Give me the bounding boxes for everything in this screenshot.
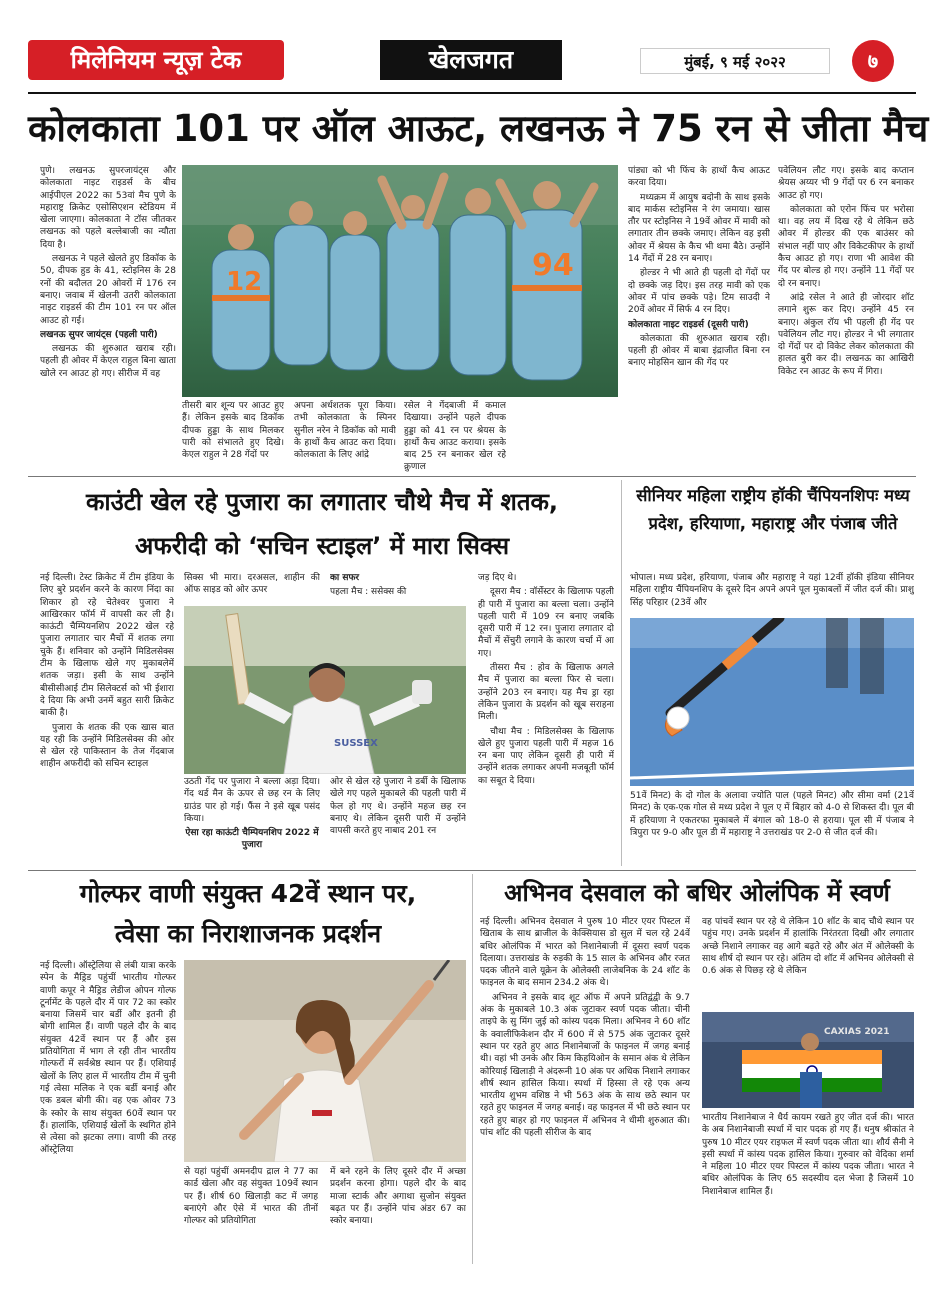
story5-col2-top-text: वह पांचवें स्थान पर रहे थे लेकिन 10 शॉट के बाद चौथे स्थान पर पहुंच गए। उनके प्रदर्शन में हालांकि निरंतरता दिखी और लगातार अच्छे निशाने लगाकर वह आगे बढ़ते रहे और अंत में ओलेक्सी के साथ शीर्ष दो स्थान पर रहे। अंतिम दो शॉट में अभिनव ओलेक्सी से 0.6 अंक से पिछड़ रहे थे लेकिन bbox=[702, 917, 914, 977]
photo-abhinav-with-flag bbox=[702, 1012, 914, 1108]
story2-col3-top bbox=[330, 572, 466, 602]
cricket-jersey-number-12: 12 bbox=[226, 267, 263, 297]
issue-date: मुंबई, ९ मई २०२२ bbox=[640, 48, 830, 74]
story4-col1 bbox=[40, 960, 176, 1260]
story3-top-text: भोपाल। मध्य प्रदेश, हरियाणा, पंजाब और महाराष्ट्र ने यहां 12वीं हॉकी इंडिया सीनियर महिला राष्ट्रीय चैंपियनशिप के दूसरे दिन अपने अपने पूल मुकाबलों में जीत दर्ज की। प्राशु सिंह परिहार (23वें और bbox=[630, 573, 914, 608]
story4-col3 bbox=[330, 1166, 466, 1262]
story1-col5-p1: पांड्या को भी फिंच के हाथों कैच आऊट करवा दिया। bbox=[628, 166, 770, 189]
story2-headline-line1: काउंटी खेल रहे पुजारा का लगातार चौथे मैच में शतक, bbox=[85, 488, 559, 516]
story2-headline-line2: अफरीदी को ‘सचिन स्टाइल’ में मारा सिक्स bbox=[134, 532, 510, 560]
story1-col6-p3: आंद्रे रसेल ने आते ही जोरदार शॉट लगाने शुरू कर दिए। उन्होंने 45 रन बनाए। अंकुल रॉय भी पहली ही गेंद पर पवेलियन लौट गए। होल्डर ने भी लगातार दो गेंदों पर दो विकेट लेकर कोलकाता की हालत बुरी कर दी। लखनऊ का आखिरी विकेट रन आउट के रूप में गिरा। bbox=[778, 292, 914, 377]
story5-col2-bottom-text: भारतीय निशानेबाज ने धैर्य कायम रखते हुए जीत दर्ज की। भारत के अब निशानेबाजी स्पर्धा में चार पदक हो गए हैं। धनुष श्रीकांत ने पुरुष 10 मीटर एयर राइफल में स्वर्ण पदक जीता था। शौर्य सैनी ने इसी स्पर्धा में कांस्य पदक हासिल किया। गुरुवार को वेदिका शर्मा ने महिला 10 मीटर एयर पिस्टल में कांस्य पदक जीता। भारत ने बधिर ओलंपिक के लिए 65 सदस्यीय दल भेजा है जिसमें 10 निशानेबाज शामिल हैं। bbox=[702, 1113, 914, 1197]
story5-col2-bottom bbox=[702, 1112, 914, 1262]
story3-bottom bbox=[630, 790, 914, 868]
photo-hockey-stick-ball bbox=[630, 618, 914, 786]
story2-col4-p1: जड़ दिए थे। bbox=[478, 573, 517, 583]
story1-headline: कोलकाता 101 पर ऑल आऊट, लखनऊ ने 75 रन से जीता मैच bbox=[28, 107, 929, 150]
story2-col3-subhead: का सफर bbox=[330, 573, 360, 583]
photo-lucknow-team-celebration bbox=[182, 165, 618, 397]
column-divider-2 bbox=[472, 874, 473, 1264]
story4-headline-line1: गोल्फर वाणी संयुक्त 42वें स्थान पर, bbox=[79, 879, 417, 908]
story1-col2-text: तीसरी बार शून्य पर आउट हुए हैं। लेकिन इसके बाद डिकॉक दीपक हुड्डा के साथ मिलकर पारी को संभालते हुए दिखे। केएल राहुल ने 28 गेंदों पर bbox=[182, 401, 284, 461]
story5-col1 bbox=[480, 916, 690, 1262]
photo-pujara-celebration bbox=[184, 606, 466, 774]
story2-col4-p4: चौथा मैच : मिडिलसेक्स के खिलाफ खेले हुए पुजारा पहली पारी में महज 16 रन बना पाए लेकिन दूसरी ही पारी में उन्होंने शतक लगाकर अपनी मजबूती फॉर्म का सबूत दे दिया। bbox=[478, 726, 614, 786]
story2-col2-top bbox=[184, 572, 320, 602]
brand-banner: मिलेनियम न्यूज़ टेक bbox=[28, 40, 284, 80]
cricket-jersey-number-94: 94 bbox=[532, 248, 574, 283]
story3-top bbox=[630, 572, 914, 614]
story2-col4-p3: तीसरा मैच : होव के खिलाफ अगले मैच में पुजारा का बल्ला फिर से चला। उन्होंने 203 रन बनाए। यह मैच ड्रा रहा लेकिन पुजारा के प्रदर्शन को खूब सराहना मिली। bbox=[478, 663, 614, 723]
story2-col1 bbox=[40, 572, 174, 866]
story2-col1-p2: पुजारा के शतक की एक खास बात यह रही कि उन्होंने मिडिलसेक्स की ओर से खेल रहे पाकिस्तान के तेज गेंदबाज शाहीन अफरीदी को सचिन स्टाइल bbox=[40, 722, 174, 770]
story4-col1-text: नई दिल्ली। ऑस्ट्रेलिया से लंबी यात्रा करके स्पेन के मैड्रिड पहुंचीं भारतीय गोल्फर वाणी कपूर ने मैड्रिड लेडीज ओपन गोल्फ टूर्नामेंट के पहले दौर में पार 72 का स्कोर बनाया जिसमें चार बर्डी और इतनी ही बोगी शामिल हैं। वाणी पहले दौर के बाद संयुक्त 42वें स्थान पर हैं और इस प्रतियोगिता में भाग ले रही तीन भारतीय गोल्फरों में सर्वश्रेष्ठ स्थान पर हैं। एशियाई खेलों के लिए हाल में भारतीय टीम में चुनी गई त्वेसा मलिक ने एक बर्डी बनाई और एक डबल बोगी की। वह एक ओवर 73 के स्कोर के साथ संयुक्त 60वें स्थान पर हैं। हालांकि, एशियाई खेलों के स्थगित होने से त्वेसा को झटका लगा। वाणी की तरह ऑस्ट्रेलिया bbox=[40, 961, 176, 1156]
story1-col1-p3: लखनऊ की शुरुआत खराब रही। पहली ही ओवर में केएल राहुल बिना खाता खोले रन आउट हो गए। सीरीज में वह bbox=[40, 344, 176, 379]
story5-col2-top bbox=[702, 916, 914, 1008]
story1-col4 bbox=[404, 400, 506, 472]
story1-col6-p2: कोलकाता को एरोन फिंच पर भरोसा था। वह लय में दिख रहे थे लेकिन छठे ओवर में होल्डर की एक बाउंसर को संभाल नहीं पाए और विकेटकीपर के हाथों कैच आउट हो गए। राणा भी आवेश की गेंद पर बोल्ड हो गए। उन्होंने 11 गेंदों पर दो रन बनाए। bbox=[778, 204, 914, 289]
story1-col1 bbox=[40, 165, 176, 473]
story4-headline-line2: त्वेसा का निराशाजनक प्रदर्शन bbox=[114, 919, 382, 948]
story2-col2-bottom bbox=[184, 776, 320, 866]
story1-col1-p2: लखनऊ ने पहले खेलते हुए डिकॉक के 50, दीपक हुड के 41, स्टोइनिस के 28 रनों की बदौलत 20 ओवरों में 176 रन बनाए। जवाब में खेलनी उतरी कोलकाता नाइट राइडर्स की टीम 101 रन पर ऑल आउट हो गई। bbox=[40, 254, 176, 326]
caxias-2021-logo: CAXIAS 2021 bbox=[824, 1027, 890, 1037]
story1-col4-text: रसेल ने गेंदबाजी में कमाल दिखाया। उन्होंने पहले दीपक हुड्डा को 41 रन पर श्रेयस के हाथों कैच आउट कराया। इसके बाद 25 रन बनाकर खेल रहे क्रुणाल bbox=[404, 401, 506, 472]
story2-col1-p1: नई दिल्ली। टेस्ट क्रिकेट में टीम इंडिया के लिए बुरे प्रदर्शन करने के कारण निंदा का शिकार हो रहे चेतेश्वर पुजारा ने आखिरकार फॉर्म में वापसी कर ली है। काऊंटी चैम्पियनशिप 2022 खेल रहे पुजारा लगातार चार मैचों में शतक लगा चुके हैं। शनिवार को उन्होंने मिडिलसेक्स टीम के खिलाफ खेले गए मुकाबलेमें शतक जड़ा। इसी के साथ उन्होंने बीसीसीआई टीम सिलेक्टर्स को भी ईशारा दे दिया कि अभी उनमें बहुत सारी क्रिकेट बाकी है। bbox=[40, 573, 174, 719]
story4-col2 bbox=[184, 1166, 318, 1262]
page-number: ७ bbox=[852, 40, 894, 82]
story1-col3 bbox=[294, 400, 396, 472]
story1-col3-text: अपना अर्धशतक पूरा किया। तभी कोलकाता के स्पिनर सुनील नरेन ने डिकॉक को मावी के हाथों कैच आउट करा दिया। कोलकाता के लिए आंद्रे bbox=[294, 401, 396, 461]
story2-col2-top-text: सिक्स भी मारा। दरअसल, शाहीन की ऑफ साइड को ओर ऊपर bbox=[184, 573, 320, 596]
story4-col2-text: से यहां पहुंचीं अमनदीप द्राल ने 77 का कार्ड खेला और वह संयुक्त 109वें स्थान पर हैं। शीर्ष 60 खिलाड़ी कट में जगह बनाएंगे और ऐसे में भारत की तीनों गोल्फर को प्रतियोगिता bbox=[184, 1167, 318, 1227]
story2-bottom-rule bbox=[28, 870, 916, 871]
story2-col4 bbox=[478, 572, 614, 866]
story2-col4-p2: दूसरा मैच : वॉर्सेस्टर के खिलाफ पहली ही पारी में पुजारा का बल्ला चला। उन्होंने पहली पारी में 109 रन बनाए जबकि दूसरी पारी में 12 रन। पुजारा लगातार दो मैचों में सेंचुरी लगाने के कारण चर्चा में आ गए। bbox=[478, 587, 614, 659]
story1-bottom-rule bbox=[28, 476, 916, 477]
story1-subhead-1: लखनऊ सुपर जायंट्स (पहली पारी) bbox=[40, 329, 158, 340]
story1-col6 bbox=[778, 165, 914, 473]
story3-headline: सीनियर महिला राष्ट्रीय हॉकी चैंपियनशिपः मध्य प्रदेश, हरियाणा, महाराष्ट्र और पंजाब जीते bbox=[636, 486, 910, 533]
story1-col6-p1: पवेलियन लौट गए। इसके बाद कप्तान श्रेयस अय्यर भी 9 गेंदों पर 6 रन बनाकर आउट हो गए। bbox=[778, 166, 914, 201]
story2-subhead: ऐसा रहा काऊंटी चैम्पियनशिप 2022 में पुजारा bbox=[185, 828, 319, 851]
story1-col5-p2: मध्यक्रम में आयुष बदोनी के साथ इसके बाद मार्कस स्टोइनिस ने रंग जमाया। खास तौर पर स्टोइनिस ने 19वें ओवर में मावी को लगातार तीन छक्के जमाए। लेकिन वह इसी ओवर में श्रेयस के कैच भी थमा बैठे। उन्होंने 14 गेंदों में 28 रन बनाए। bbox=[628, 192, 770, 265]
story1-col5 bbox=[628, 165, 770, 473]
story1-subhead-2: कोलकाता नाइट राइडर्स (दूसरी पारी) bbox=[628, 319, 749, 330]
story1-col2 bbox=[182, 400, 284, 472]
column-divider bbox=[621, 480, 622, 866]
story5-headline: अभिनव देसवाल को बधिर ओलंपिक में स्वर्ण bbox=[504, 879, 890, 907]
svg-text:SUSSEX: SUSSEX bbox=[334, 738, 378, 749]
section-title: खेलजगत bbox=[380, 40, 562, 80]
masthead-rule bbox=[28, 92, 916, 94]
story2-col3-bottom bbox=[330, 776, 466, 866]
story5-col1-p2: अभिनव ने इसके बाद शूट ऑफ में अपने प्रतिद्वंद्वी के 9.7 अंक के मुकाबले 10.3 अंक जुटाकर स्वर्ण पदक जीता। चीनी ताइपे के सु मिंग जुई को कांस्य पदक मिला। अभिनव ने 60 शॉट के क्वालीफिकेशन दौर में 600 में से 575 अंक जुटाकर दूसरे स्थान पर रहते हुए आठ निशानेबाजों के फाइनल में जगह बनाई थी। वहां भी उनके और किम किहयिओन के समान अंक थे लेकिन कोरियाई खिलाड़ी ने अंदरूनी 10 अंक पर अधिक निशाने लगाकर शीर्ष स्थान हासिल किया। स्पर्धा में हिस्सा ले रहे एक अन्य भारतीय शुभम वशिष्ठ ने भी 563 अंक के साथ छठे स्थान पर रहते हुए फाइनल में जगह बनाई। वह फाइनल में भी छठे स्थान पर रहते हुए बाहर हो गए फाइनल में अभिनव ने धीमी शुरुआत की। पांच शॉट की पहली सीरीज के बाद bbox=[480, 992, 690, 1139]
story2-col3-bottom-text: ओर से खेल रहे पुजारा ने डर्बी के खिलाफ खेले गए पहले मुकाबले की पहली पारी में फेल हो गए थे। उन्होंने महज छह रन बनाए थे। लेकिन दूसरी पारी में उन्होंने वापसी करते हुए नाबाद 201 रन bbox=[330, 777, 466, 837]
story2-col3-top-text: पहला मैच : ससेक्स की bbox=[330, 587, 407, 598]
story2-col2-bottom-p1: उठती गेंद पर पुजारा ने बल्ला अड़ा दिया। गेंद थर्ड मैन के ऊपर से छह रन के लिए ग्राउंड पार हो गई। फैंस ने इसे खूब पसंद किया। bbox=[184, 777, 320, 824]
story1-col5-p3: होल्डर ने भी आते ही पहली दो गेंदों पर दो छक्के जड़ दिए। इस तरह मावी को एक ओवर में पांच छक्के पड़े। टिम साउदी ने 20वें ओवर में सिर्फ 4 रन दिए। bbox=[628, 268, 770, 316]
story5-col1-p1: नई दिल्ली। अभिनव देसवाल ने पुरुष 10 मीटर एयर पिस्टल में खिताब के साथ ब्राजील के केक्सियास डो सुल में चल रहे 24वें बधिर ओलंपिक में भारत को निशानेबाजी में दूसरा स्वर्ण पदक दिलाया। उत्तराखंड के रुड़की के 15 साल के अभिनव और रजत पदक जीतने वाले यूक्रेन के ओलेक्सी लाजेबनिक के 24 शॉट के फाइनल के बाद समान 234.2 अंक थे। bbox=[480, 917, 690, 989]
photo-golfer-vani-kapoor bbox=[184, 960, 466, 1162]
story1-col5-p4: कोलकाता की शुरुआत खराब रही। पहली ही ओवर में बाबा इंद्राजीत बिना रन बनाए मोहसिन खान की गेंद पर bbox=[628, 333, 770, 369]
story3-bottom-text: 51वें मिनट) के दो गोल के अलावा ज्योति पाल (पहले मिनट) और सीमा वर्मा (21वें मिनट) के एक-एक गोल से मध्य प्रदेश ने पूल ए में बिहार को 4-0 से शिकस्त दी। पूल बी में हरियाणा ने एकतरफा मुकाबले में बंगाल को 18-0 से हराया। पूल सी में पंजाब ने त्रिपुरा पर 9-0 और पूल डी में महाराष्ट्र ने उत्तराखंड पर 2-0 से जीत दर्ज की। bbox=[630, 791, 914, 838]
story1-col1-p1: पुणे। लखनऊ सुपरजायंट्स और कोलकाता नाइट राइडर्स के बीच आईपीएल 2022 का 53वां मैच पुणे के महाराष्ट्र क्रिकेट एसोसिएशन स्टेडियम में खेला जाएगा। कोलकाता ने टॉस जीतकर लखनऊ को पहले बल्लेबाजी का न्यौता दिया है। bbox=[40, 166, 176, 250]
story4-col3-text: में बने रहने के लिए दूसरे दौर में अच्छा प्रदर्शन करना होगा। पहले दौर के बाद माजा स्टार्क और अगाथा सुजोन संयुक्त बढ़त पर हैं। उन्होंने पांच अंडर 67 का स्कोर बनाया। bbox=[330, 1167, 466, 1227]
